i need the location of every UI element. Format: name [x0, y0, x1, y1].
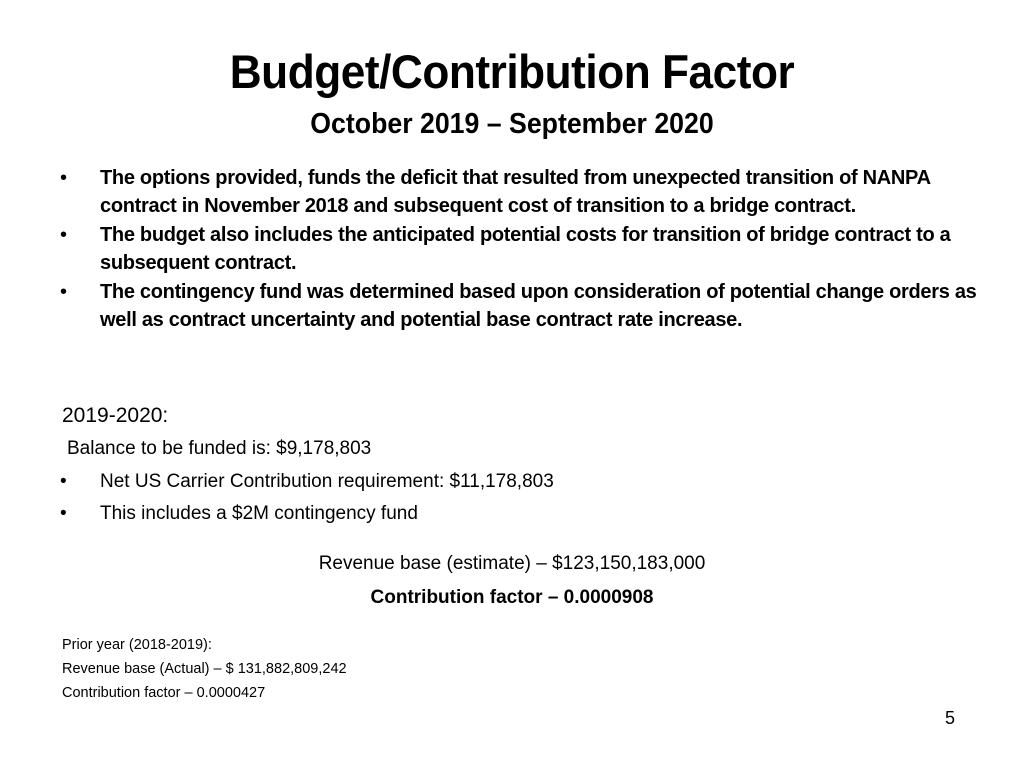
bullet-icon: •: [60, 224, 67, 246]
slide-subtitle: October 2019 – September 2020: [310, 108, 714, 140]
list-item: [60, 222, 980, 277]
requirement-list: [60, 469, 554, 533]
list-item: [60, 501, 554, 527]
revenue-base-estimate: Revenue base (estimate) – $123,150,183,000: [318, 553, 706, 574]
list-item-text: The budget also includes the anticipated potential costs for transition of bridge contract to a subsequent contract.: [100, 224, 951, 274]
bullet-icon: •: [60, 503, 67, 524]
fiscal-year-label: 2019-2020:: [62, 404, 169, 427]
list-item-text: The options provided, funds the deficit that resulted from unexpected transition of NANPA contract in November 2018 and subsequent cost of transition to a bridge contract.: [100, 167, 931, 217]
bullet-icon: •: [60, 281, 67, 303]
list-item: [60, 469, 554, 495]
balance-to-be-funded: Balance to be funded is: $9,178,803: [67, 438, 372, 459]
list-item: [60, 279, 980, 334]
list-item-text: The contingency fund was determined based upon consideration of potential change orders as well as contract uncertainty and potential base contract rate increase.: [100, 281, 977, 331]
page-number: 5: [945, 708, 956, 728]
contribution-factor: Contribution factor – 0.0000908: [370, 587, 654, 608]
prior-year-label: Prior year (2018-2019):: [62, 637, 212, 653]
list-item: [60, 165, 980, 220]
list-item-text: Net US Carrier Contribution requirement: $11,178,803: [100, 471, 554, 492]
prior-year-block: [62, 633, 347, 705]
list-item-text: This includes a $2M contingency fund: [100, 503, 418, 524]
key-points-list: [60, 165, 980, 336]
prior-year-revenue: Revenue base (Actual) – $ 131,882,809,242: [62, 661, 347, 677]
bullet-icon: •: [60, 167, 67, 189]
bullet-icon: •: [60, 471, 67, 492]
prior-year-factor: Contribution factor – 0.0000427: [62, 685, 266, 701]
slide-title: Budget/Contribution Factor: [229, 45, 795, 98]
